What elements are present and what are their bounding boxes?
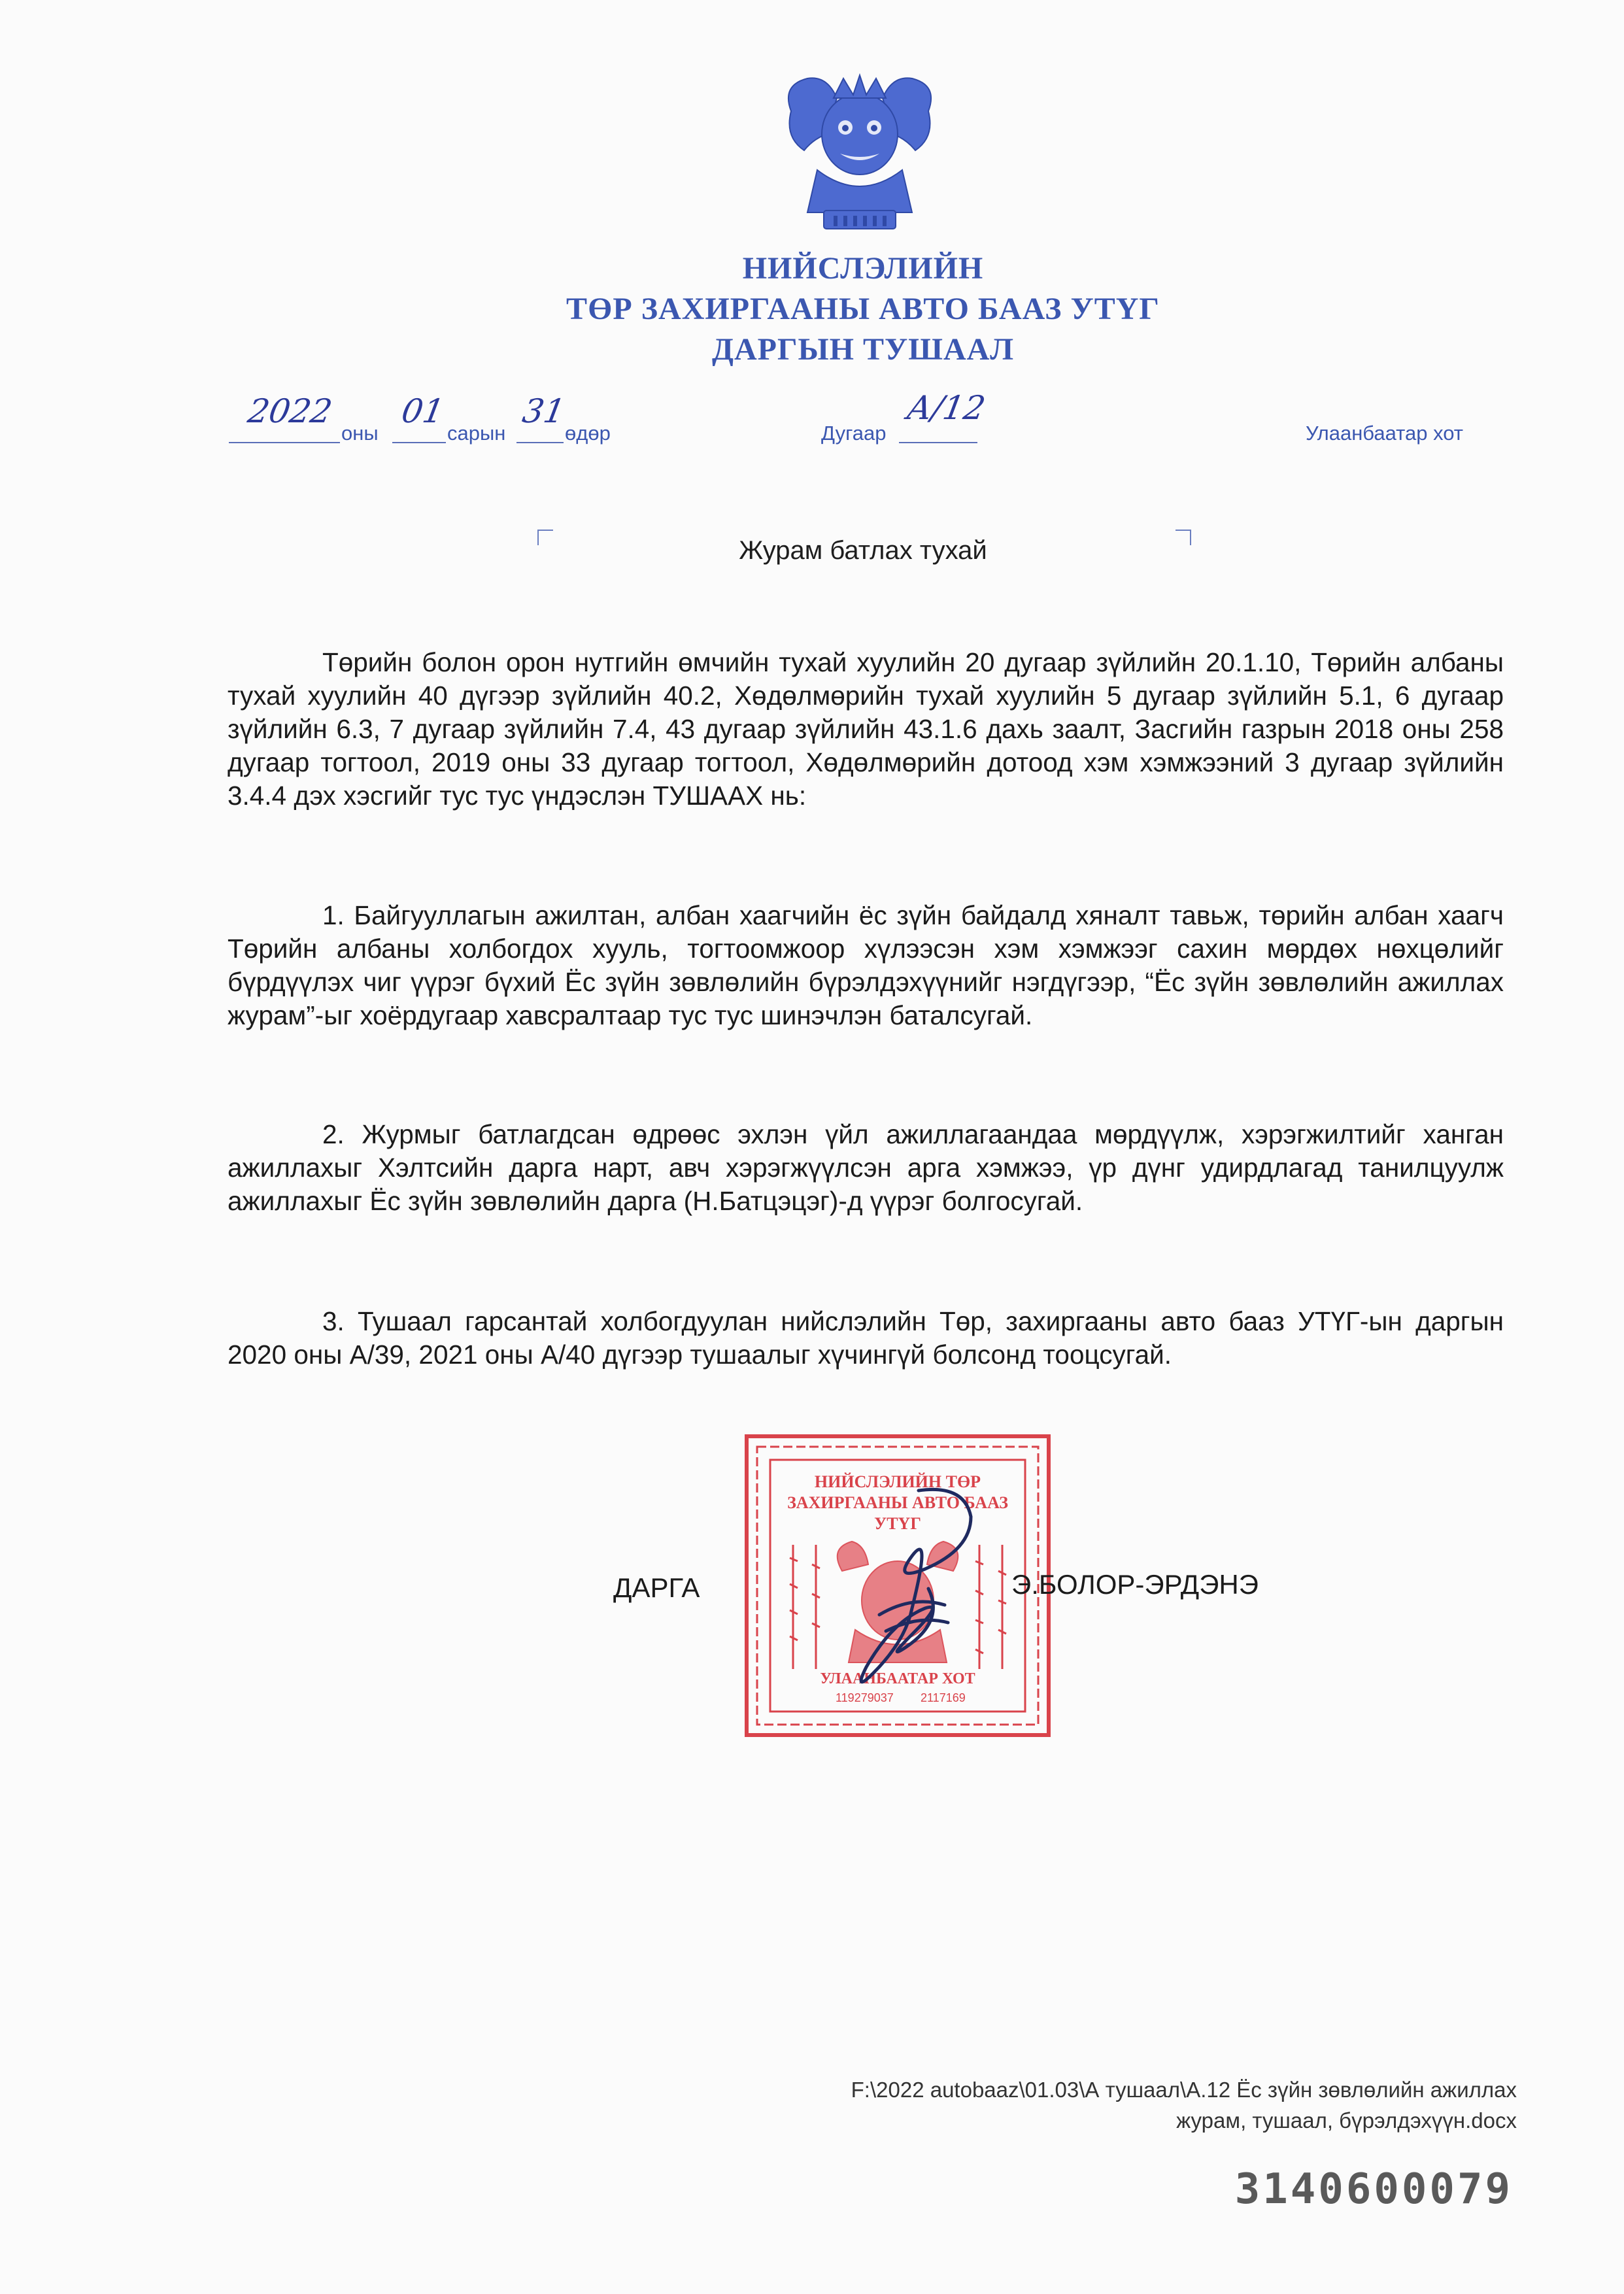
signer-title: ДАРГА <box>613 1572 700 1603</box>
document-header <box>0 248 1624 370</box>
subject-corner-right <box>1176 530 1191 545</box>
header-line-3: ДАРГЫН ТУШААЛ <box>711 332 1015 367</box>
date-month: 01 <box>398 392 447 430</box>
day-underline <box>516 442 564 443</box>
subject-corner-left <box>537 530 553 545</box>
city-label: Улаанбаатар хот <box>1306 422 1464 445</box>
item-1-paragraph: 1. Байгууллагын ажилтан, албан хаагчийн ёс зүйн байдалд хяналт тавьж, төрийн албан хаагч Төрийн албаны холбогдох хууль, тогтоомжоор хүлээсэн хэм хэмжээг сахин мөрдөх нөхцөлийг бүрдүүлэх чиг үүрэг бүхий Ёс зүйн зөвлөлийн бүрэлдэхүүнийг нэгдүгээр, “Ёс зүйн зөвлөлийн ажиллах журам”-ыг хоёрдугаар хавсралтаар тус тус шинэчлэн баталсугай. <box>228 900 1504 1030</box>
file-path-line-1: F:\2022 autobaaz\01.03\А тушаал\А.12 Ёс зүйн зөвлөлийн ажиллах <box>851 2078 1517 2102</box>
stamp-line-2: ЗАХИРГААНЫ АВТО БААЗ <box>787 1493 1008 1512</box>
header-line-1: НИЙСЛЭЛИЙН <box>742 251 984 286</box>
number-underline <box>899 442 977 443</box>
stamp-city: УЛААНБААТАР ХОТ <box>820 1670 975 1687</box>
date-day: 31 <box>519 392 568 430</box>
stamp-line-1: НИЙСЛЭЛИЙН ТӨР <box>814 1472 981 1491</box>
stamp-phone-2: 2117169 <box>921 1691 966 1704</box>
preamble-paragraph: Төрийн болон орон нутгийн өмчийн тухай хуулийн 20 дугаар зүйлийн 20.1.10, Төрийн албаны тухай хуулийн 40 дүгээр зүйлийн 40.2, Хөдөлмөрийн тухай хуулийн 5 дугаар зүйлийн 5.1, 6 дугаар зүйлийн 6.3, 7 дугаар зүйлийн 7.4, 43 дугаар зүйлийн 43.1.6 дахь заалт, Засгийн газрын 2018 оны 258 дугаар тогтоол, 2019 оны 33 дугаар тогтоол, Хөдөлмөрийн дотоод хэм хэмжээний 3 дугаар зүйлийн 3.4.4 дэх хэсгийг тус тус үндэслэн ТУШААХ нь: <box>228 647 1504 811</box>
stamp-phone-1: 119279037 <box>836 1691 894 1704</box>
order-number: А/12 <box>904 389 989 427</box>
document-serial-number: 3140600079 <box>1234 2165 1513 2214</box>
year-label: оны <box>341 422 379 445</box>
document-subject: Журам батлах тухай <box>739 536 987 565</box>
item-2-paragraph: 2. Журмыг батлагдсан өдрөөс эхлэн үйл ажиллагаандаа мөрдүүлж, хэрэгжилтийг ханган ажиллахыг Хэлтсийн дарга нарт, авч хэрэгжүүлсэн арга хэмжээ, үр дүнг удирдлагад танилцуулж ажиллахыг Ёс зүйн зөвлөлийн дарга (Н.Батцэцэг)-д үүрэг болгосугай. <box>228 1119 1504 1216</box>
header-line-2: ТӨР ЗАХИРГААНЫ АВТО БААЗ УТҮГ <box>566 292 1160 326</box>
handwritten-signature-icon <box>814 1477 1010 1713</box>
number-label: Дугаар <box>821 422 887 445</box>
file-path-line-2: журам, тушаал, бүрэлдэхүүн.docx <box>1176 2108 1517 2133</box>
year-underline <box>229 442 340 443</box>
item-3-paragraph: 3. Тушаал гарсантай холбогдуулан нийслэлийн Төр, захиргааны авто бааз УТҮГ-ын даргын 2020 оны А/39, 2021 оны А/40 дүгээр тушаалыг хүчингүй болсонд тооцсугай. <box>228 1306 1504 1370</box>
signer-name: Э.БОЛОР-ЭРДЭНЭ <box>1011 1569 1259 1600</box>
month-label: сарын <box>447 422 506 445</box>
day-label: өдөр <box>565 422 611 445</box>
month-underline <box>392 442 446 443</box>
state-emblem-icon <box>778 72 941 235</box>
date-year: 2022 <box>245 392 335 430</box>
stamp-line-3: УТҮГ <box>874 1514 921 1533</box>
